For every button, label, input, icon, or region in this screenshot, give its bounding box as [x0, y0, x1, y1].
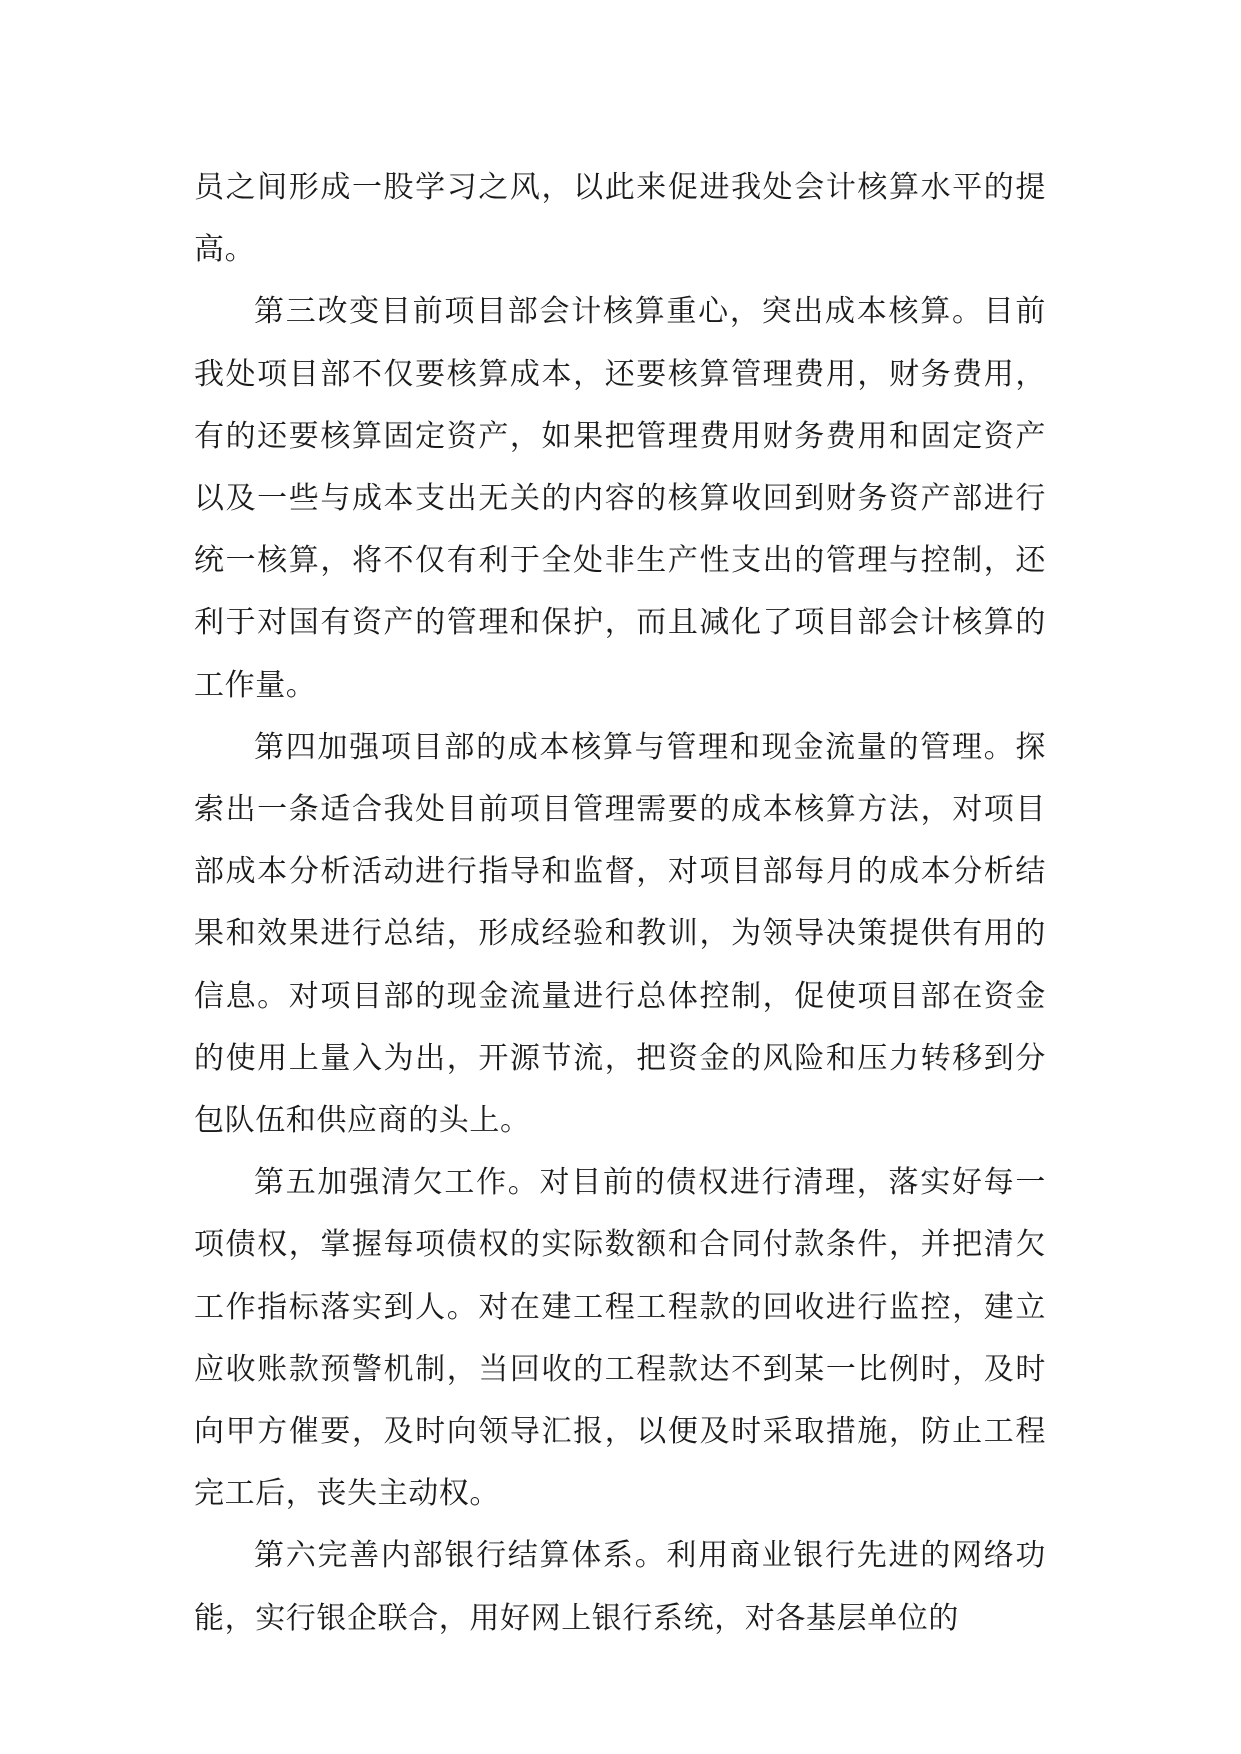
paragraph-fifth-point: 第五加强清欠工作。对目前的债权进行清理，落实好每一项债权，掌握每项债权的实际数额和合同付款条件，并把清欠工作指标落实到人。对在建工程工程款的回收进行监控，建立应收账款预警机制，当回收的工程款达不到某一比例时，及时向甲方催要，及时向领导汇报，以便及时采取措施，防止工程完工后，丧失主动权。 [194, 1165, 1046, 1512]
paragraph-fourth-point: 第四加强项目部的成本核算与管理和现金流量的管理。探索出一条适合我处目前项目管理需要的成本核算方法，对项目部成本分析活动进行指导和监督，对项目部每月的成本分析结果和效果进行总结，形成经验和教训，为领导决策提供有用的信息。对项目部的现金流量进行总体控制，促使项目部在资金的使用上量入为出，开源节流，把资金的风险和压力转移到分包队伍和供应商的头上。 [194, 729, 1046, 1139]
paragraph-continuation: 员之间形成一股学习之风，以此来促进我处会计核算水平的提高。 [194, 170, 1046, 268]
paragraph-third-point: 第三改变目前项目部会计核算重心，突出成本核算。目前我处项目部不仅要核算成本，还要核算管理费用，财务费用，有的还要核算固定资产，如果把管理费用财务费用和固定资产以及一些与成本支出无关的内容的核算收回到财务资产部进行统一核算，将不仅有利于全处非生产性支出的管理与控制，还利于对国有资产的管理和保护，而且减化了项目部会计核算的工作量。 [194, 294, 1046, 703]
document-body [194, 157, 1046, 1650]
paragraph-sixth-point: 第六完善内部银行结算体系。利用商业银行先进的网络功能，实行银企联合，用好网上银行系统，对各基层单位的 [194, 1538, 1046, 1636]
